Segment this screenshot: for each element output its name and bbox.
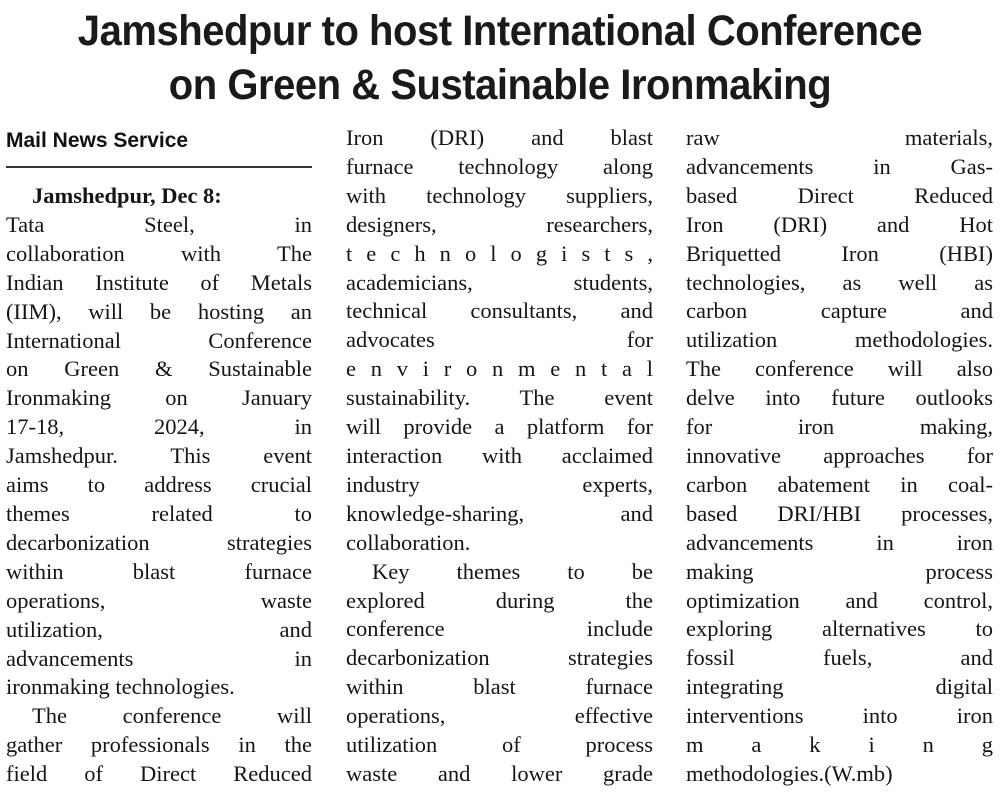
column-3-line: optimization and control, bbox=[686, 587, 993, 613]
column-3-line: advancements in Gas- bbox=[686, 153, 993, 179]
column-3-line: fossil fuels, and bbox=[686, 645, 993, 671]
column-2-line: technical consultants, and bbox=[346, 298, 653, 324]
column-2-line: e n v i r o n m e n t a l bbox=[346, 356, 653, 382]
column-2-line: designers, researchers, bbox=[346, 211, 653, 237]
article-column-2 bbox=[346, 124, 653, 789]
column-2-line: advocates for bbox=[346, 327, 653, 353]
column-1-line: aims to address crucial bbox=[6, 472, 312, 498]
column-2-line: furnace technology along bbox=[346, 153, 653, 179]
headline bbox=[35, 4, 965, 112]
column-3-line: interventions into iron bbox=[686, 703, 993, 729]
column-2-line: explored during the bbox=[346, 587, 653, 613]
column-1-line: within blast furnace bbox=[6, 558, 312, 584]
column-1-line: utilization, and bbox=[6, 616, 312, 642]
column-1-line: themes related to bbox=[6, 500, 312, 526]
column-3-line: integrating digital bbox=[686, 674, 993, 700]
column-2-line: will provide a platform for bbox=[346, 414, 653, 440]
column-1-line: field of Direct Reduced bbox=[6, 761, 312, 787]
column-1-line: decarbonization strategies bbox=[6, 529, 312, 555]
column-1-line: advancements in bbox=[6, 645, 312, 671]
column-3-line: advancements in iron bbox=[686, 529, 993, 555]
column-3-line: The conference will also bbox=[686, 356, 993, 382]
column-2-line: Key themes to be bbox=[372, 558, 653, 584]
column-1-line: (IIM), will be hosting an bbox=[6, 298, 312, 324]
column-1-line: 17-18, 2024, in bbox=[6, 414, 312, 440]
column-1-line: Tata Steel, in bbox=[6, 211, 312, 237]
column-3-line: Briquetted Iron (HBI) bbox=[686, 240, 993, 266]
column-1-line: Ironmaking on January bbox=[6, 385, 312, 411]
byline: Mail News Service bbox=[6, 129, 189, 152]
column-1-line: The conference will bbox=[32, 703, 312, 729]
article-column-1 bbox=[6, 182, 312, 789]
column-2-line: within blast furnace bbox=[346, 674, 653, 700]
column-1-line-1 bbox=[6, 182, 312, 211]
dateline: Jamshedpur, Dec 8: bbox=[32, 183, 222, 208]
column-2-line: industry experts, bbox=[346, 471, 653, 497]
column-3-line: m a k i n g bbox=[686, 732, 993, 758]
column-2-line: academicians, students, bbox=[346, 269, 653, 295]
column-3-line: technologies, as well as bbox=[686, 269, 993, 295]
column-1-line: gather professionals in the bbox=[6, 732, 312, 758]
column-3-line: based DRI/HBI processes, bbox=[686, 500, 993, 526]
column-3-line: making process bbox=[686, 558, 993, 584]
column-2-line: sustainability. The event bbox=[346, 385, 653, 411]
column-2-line: with technology suppliers, bbox=[346, 182, 653, 208]
column-2-line: Iron (DRI) and blast bbox=[346, 125, 653, 150]
column-1-line: Jamshedpur. This event bbox=[6, 443, 312, 469]
headline-line-1: Jamshedpur to host International Conference bbox=[77, 7, 923, 55]
column-3-line: exploring alternatives to bbox=[686, 616, 993, 642]
byline-divider bbox=[6, 166, 312, 168]
column-2-line: waste and lower grade bbox=[346, 760, 653, 786]
column-3-line: innovative approaches for bbox=[686, 442, 993, 468]
column-1-line: on Green & Sustainable bbox=[6, 356, 312, 382]
column-2-line: interaction with acclaimed bbox=[346, 442, 653, 468]
column-3-line: Iron (DRI) and Hot bbox=[686, 211, 993, 237]
article-column-3 bbox=[686, 124, 993, 789]
column-2-line: t e c h n o l o g i s t s , bbox=[346, 240, 653, 266]
column-1-line: Indian Institute of Metals bbox=[6, 269, 312, 295]
column-2-line: utilization of process bbox=[346, 732, 653, 758]
column-2-line: decarbonization strategies bbox=[346, 645, 653, 671]
column-2-line: operations, effective bbox=[346, 703, 653, 729]
column-3-line: delve into future outlooks bbox=[686, 385, 993, 411]
column-2-line: collaboration. bbox=[346, 529, 471, 555]
column-1-line: International Conference bbox=[6, 327, 312, 353]
column-3-line: carbon abatement in coal- bbox=[686, 471, 993, 497]
column-1-line: collaboration with The bbox=[6, 240, 312, 266]
column-2-line: knowledge-sharing, and bbox=[346, 500, 653, 526]
column-3-line: utilization methodologies. bbox=[686, 327, 993, 353]
column-1-line: operations, waste bbox=[6, 587, 312, 613]
column-3-line: carbon capture and bbox=[686, 298, 993, 324]
column-3-line: for iron making, bbox=[686, 414, 993, 440]
column-2-line: conference include bbox=[346, 616, 653, 642]
column-1-line: ironmaking technologies. bbox=[6, 674, 235, 700]
column-3-line: raw materials, bbox=[686, 125, 993, 150]
column-3-line: based Direct Reduced bbox=[686, 182, 993, 208]
column-3-line: methodologies.(W.mb) bbox=[686, 760, 893, 786]
headline-line-2: on Green & Sustainable Ironmaking bbox=[168, 61, 832, 109]
